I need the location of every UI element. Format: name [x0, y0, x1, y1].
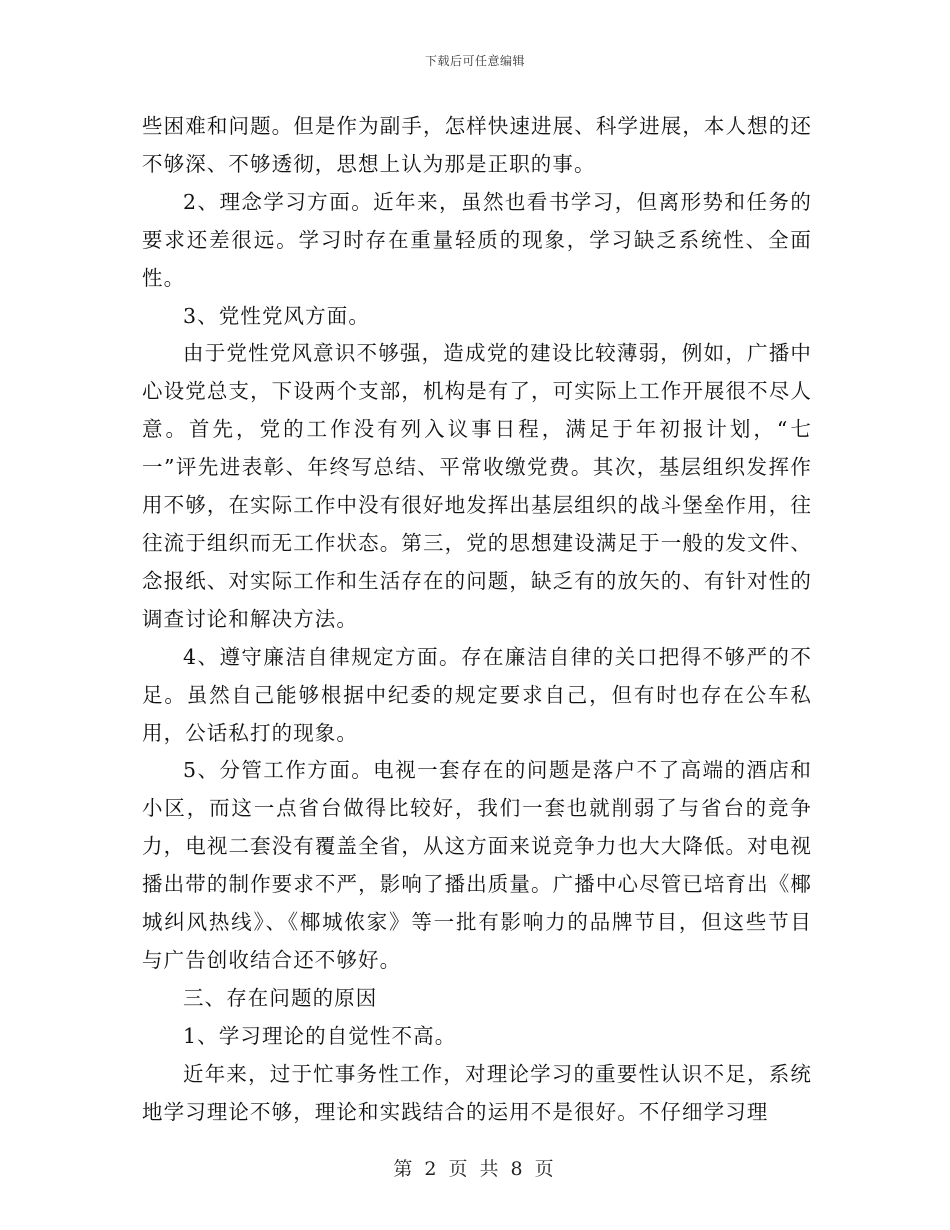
section-heading-causes: 三、存在问题的原因 [183, 985, 378, 1010]
paragraph-item-4: 4、遵守廉洁自律规定方面。存在廉洁自律的关口把得不够严的不足。虽然自己能够根据中纪委的规定要求自己，但有时也存在公车私用，公话私打的现象。 [142, 644, 812, 745]
document-body [142, 108, 812, 1131]
paragraph-cause-1-heading: 1、学习理论的自觉性不高。 [183, 1023, 457, 1048]
page-footer: 第 2 页 共 8 页 [393, 1158, 557, 1180]
paragraph-cause-1-body: 近年来，过于忙事务性工作，对理论学习的重要性认识不足，系统地学习理论不够，理论和实践结合的运用不是很好。不仔细学习理 [142, 1061, 812, 1124]
paragraph-party-conduct: 由于党性党风意识不够强，造成党的建设比较薄弱，例如，广播中心设党总支，下设两个支部，机构是有了，可实际上工作开展很不尽人意。首先，党的工作没有列入议事日程，满足于年初报计划，“七一”评先进表彰、年终写总结、平常收缴党费。其次，基层组织发挥作用不够，在实际工作中没有很好地发挥出基层组织的战斗堡垒作用，往往流于组织而无工作状态。第三，党的思想建设满足于一般的发文件、念报纸、对实际工作和生活存在的问题，缺乏有的放矢的、有针对性的调查讨论和解决方法。 [142, 341, 812, 631]
paragraph-item-5: 5、分管工作方面。电视一套存在的问题是落户不了高端的酒店和小区，而这一点省台做得比较好，我们一套也就削弱了与省台的竞争力，电视二套没有覆盖全省，从这方面来说竞争力也大大降低。对电视播出带的制作要求不严，影响了播出质量。广播中心尽管已培育出《椰城纠风热线》、《椰城侬家》等一批有影响力的品牌节目，但这些节目与广告创收结合还不够好。 [142, 758, 812, 972]
paragraph-item-3-heading: 3、党性党风方面。 [183, 303, 370, 328]
page-header: 下载后可任意编辑 [424, 54, 525, 68]
paragraph-continuation: 些困难和问题。但是作为副手，怎样快速进展、科学进展，本人想的还不够深、不够透彻，思想上认为那是正职的事。 [142, 114, 812, 176]
paragraph-item-2: 2、理念学习方面。近年来，虽然也看书学习，但离形势和任务的要求还差很远。学习时存在重量轻质的现象，学习缺乏系统性、全面性。 [142, 189, 812, 290]
